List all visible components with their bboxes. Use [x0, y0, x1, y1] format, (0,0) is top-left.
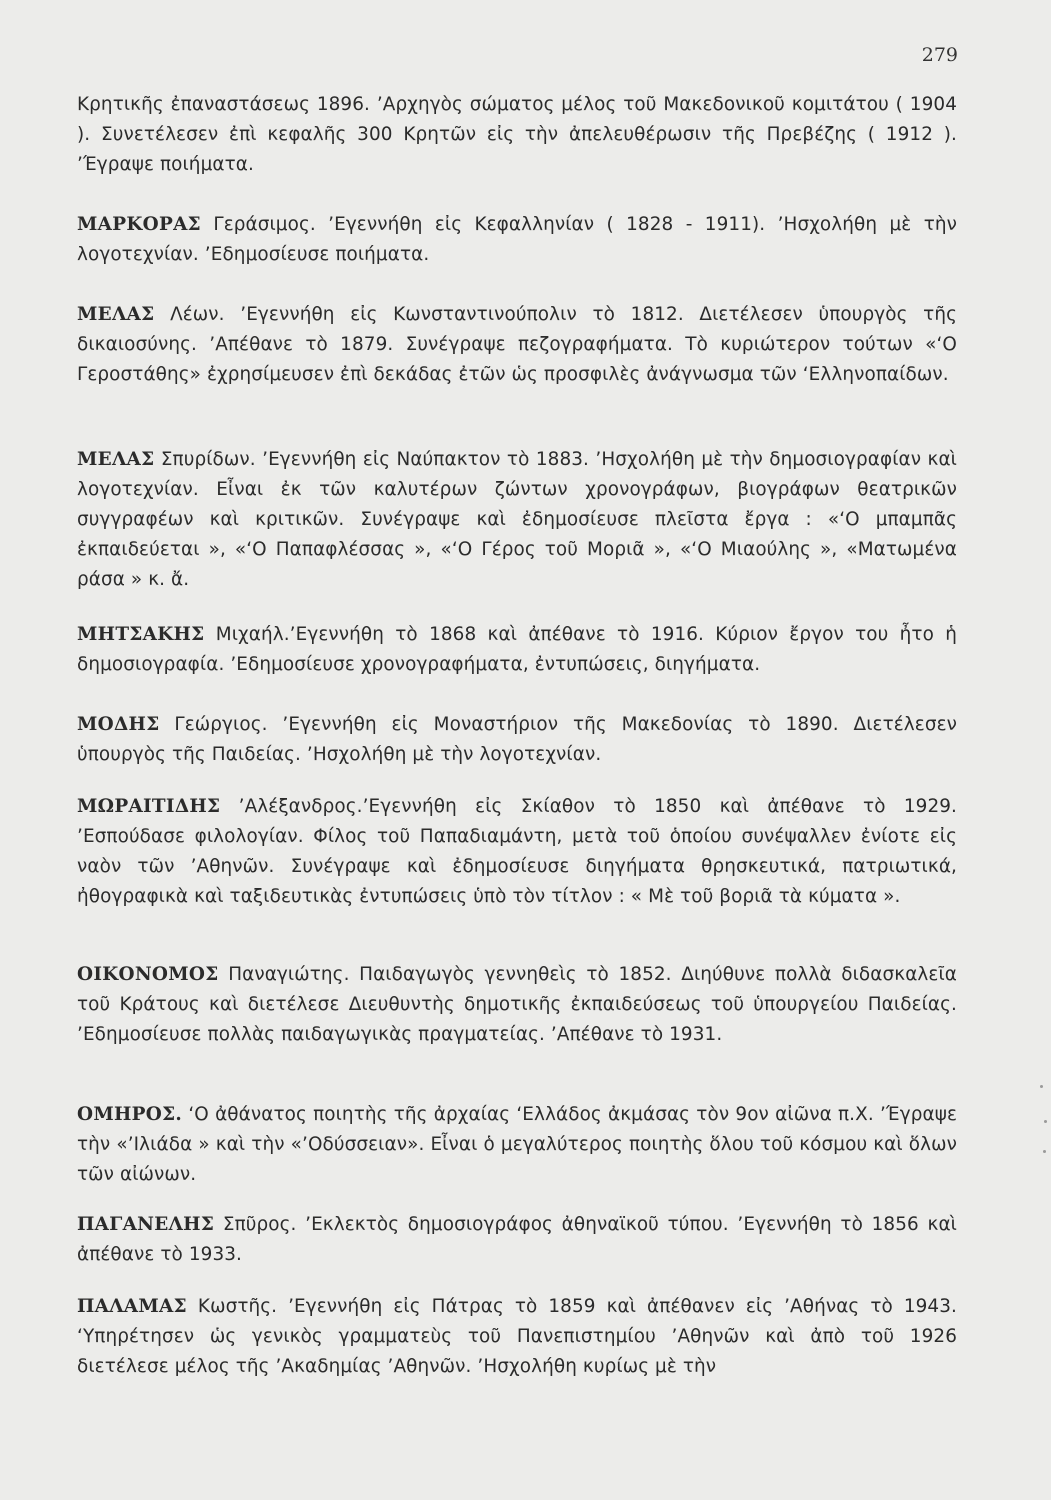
entry-surname: ΠΑΓΑΝΕΛΗΣ	[77, 1214, 215, 1235]
entry-continuation	[77, 90, 957, 180]
entry-surname: ΜΟΔΗΣ	[77, 714, 160, 735]
entry-text: Κρητικῆς ἐπαναστάσεως 1896. ’Αρχηγὸς σώματος μέλος τοῦ Μακεδονικοῦ κομιτάτου ( 1904 ). Συνετέλεσεν ἐπὶ κεφαλῆς 300 Κρητῶν εἰς τὴν ἀπελευθέρωσιν τῆς Πρεβέζης ( 1912 ). ’Έγραψε ποιήματα.	[77, 94, 957, 175]
entry-palamas	[77, 1292, 957, 1382]
entry-moraitidis	[77, 792, 957, 912]
entry-text: Παναγιώτης. Παιδαγωγὸς γεννηθεὶς τὸ 1852. Διηύθυνε πολλὰ διδασκαλεῖα τοῦ Κράτους καὶ διετέλεσε Διευθυντὴς δημοτικῆς ἐκπαιδεύσεως τοῦ ὑπουργείου Παιδείας. ’Εδημοσίευσε πολλὰς παιδαγωγικὰς πραγματείας. ’Απέθανε τὸ 1931.	[77, 964, 957, 1045]
entry-surname: ΜΗΤΣΑΚΗΣ	[77, 624, 205, 645]
scan-speck	[1040, 1085, 1043, 1088]
entry-modis	[77, 710, 957, 770]
entry-melas-leon	[77, 300, 957, 390]
page-number: 279	[921, 44, 958, 66]
entry-melas-spyridon	[77, 445, 957, 595]
scan-speck	[1044, 1120, 1047, 1123]
entry-surname: ΜΕΛΑΣ	[77, 304, 155, 325]
entry-markoras	[77, 210, 957, 270]
entry-text: Μιχαήλ.’Εγεννήθη τὸ 1868 καὶ ἀπέθανε τὸ 1916. Κύριον ἔργον του ἦτο ἡ δημοσιογραφία. ’Εδημοσίευσε χρονογραφήματα, ἐντυπώσεις, διηγήματα.	[77, 624, 957, 675]
entry-text: Κωστῆς. ’Εγεννήθη εἰς Πάτρας τὸ 1859 καὶ ἀπέθανεν εἰς ’Αθήνας τὸ 1943. ‘Υπηρέτησεν ὡς γενικὸς γραμματεὺς τοῦ Πανεπιστημίου ’Αθηνῶν καὶ ἀπὸ τοῦ 1926 διετέλεσε μέλος τῆς ’Ακαδημίας ’Αθηνῶν. ’Ησχολήθη κυρίως μὲ τὴν	[77, 1296, 957, 1377]
entry-text: Γεώργιος. ’Εγεννήθη εἰς Μοναστήριον τῆς Μακεδονίας τὸ 1890. Διετέλεσεν ὑπουργὸς τῆς Παιδείας. ’Ησχολήθη μὲ τὴν λογοτεχνίαν.	[77, 714, 957, 765]
entry-omiros	[77, 1100, 957, 1190]
entry-text: Λέων. ’Εγεννήθη εἰς Κωνσταντινούπολιν τὸ 1812. Διετέλεσεν ὑπουργὸς τῆς δικαιοσύνης. ’Απέθανε τὸ 1879. Συνέγραψε πεζογραφήματα. Τὸ κυριώτερον τούτων «‘Ο Γεροστάθης» ἐχρησίμευσεν ἐπὶ δεκάδας ἐτῶν ὡς προσφιλὲς ἀνάγνωσμα τῶν ‘Ελληνοπαίδων.	[77, 304, 957, 385]
entry-surname: ΠΑΛΑΜΑΣ	[77, 1296, 187, 1317]
entry-surname: ΟΙΚΟΝΟΜΟΣ	[77, 964, 219, 985]
entry-mitsakis	[77, 620, 957, 680]
entry-text: Σπυρίδων. ’Εγεννήθη εἰς Ναύπακτον τὸ 1883. ’Ησχολήθη μὲ τὴν δημοσιογραφίαν καὶ λογοτεχνίαν. Εἶναι ἐκ τῶν καλυτέρων ζώντων χρονογράφων, βιογράφων θεατρικῶν συγγραφέων καὶ κριτικῶν. Συνέγραψε καὶ ἐδημοσίευσε πλεῖστα ἔργα : «‘Ο μπαμπᾶς ἐκπαιδεύεται », «‘Ο Παπαφλέσσας », «‘Ο Γέρος τοῦ Μοριᾶ », «‘Ο Μιαούλης », «Ματωμένα ράσα » κ. ἄ.	[77, 449, 957, 590]
entry-surname: ΟΜΗΡΟΣ.	[77, 1104, 183, 1125]
entry-paganelis	[77, 1210, 957, 1270]
entry-oikonomos	[77, 960, 957, 1050]
entry-text: ’Αλέξανδρος.’Εγεννήθη εἰς Σκίαθον τὸ 1850 καὶ ἀπέθανε τὸ 1929. ’Εσπούδασε φιλολογίαν. Φίλος τοῦ Παπαδιαμάντη, μετὰ τοῦ ὁποίου συνέψαλλεν ἐνίοτε εἰς ναὸν τῶν ’Αθηνῶν. Συνέγραψε καὶ ἐδημοσίευσε διηγήματα θρησκευτικά, πατριωτικά, ἠθογραφικὰ καὶ ταξιδευτικὰς ἐντυπώσεις ὑπὸ τὸν τίτλον : « Μὲ τοῦ βοριᾶ τὰ κύματα ».	[77, 796, 957, 907]
entry-text: Γεράσιμος. ’Εγεννήθη εἰς Κεφαλληνίαν ( 1828 - 1911). ’Ησχολήθη μὲ τὴν λογοτεχνίαν. ’Εδημοσίευσε ποιήματα.	[77, 214, 958, 265]
entry-surname: ΜΕΛΑΣ	[77, 449, 155, 470]
entry-text: Σπῦρος. ’Εκλεκτὸς δημοσιογράφος ἀθηναϊκοῦ τύπου. ’Εγεννήθη τὸ 1856 καὶ ἀπέθανε τὸ 1933.	[77, 1214, 957, 1265]
entry-surname: ΜΩΡΑΙΤΙΔΗΣ	[77, 796, 221, 817]
entry-text: ‘Ο ἀθάνατος ποιητὴς τῆς ἀρχαίας ‘Ελλάδος ἀκμάσας τὸν 9ον αἰῶνα π.Χ. ’Έγραψε τὴν «’Ιλιάδα » καὶ τὴν «’Οδύσσειαν». Εἶναι ὁ μεγαλύτερος ποιητὴς ὅλου τοῦ κόσμου καὶ ὅλων τῶν αἰώνων.	[77, 1104, 957, 1185]
entry-surname: ΜΑΡΚΟΡΑΣ	[77, 214, 201, 235]
scan-speck	[1043, 1150, 1046, 1153]
